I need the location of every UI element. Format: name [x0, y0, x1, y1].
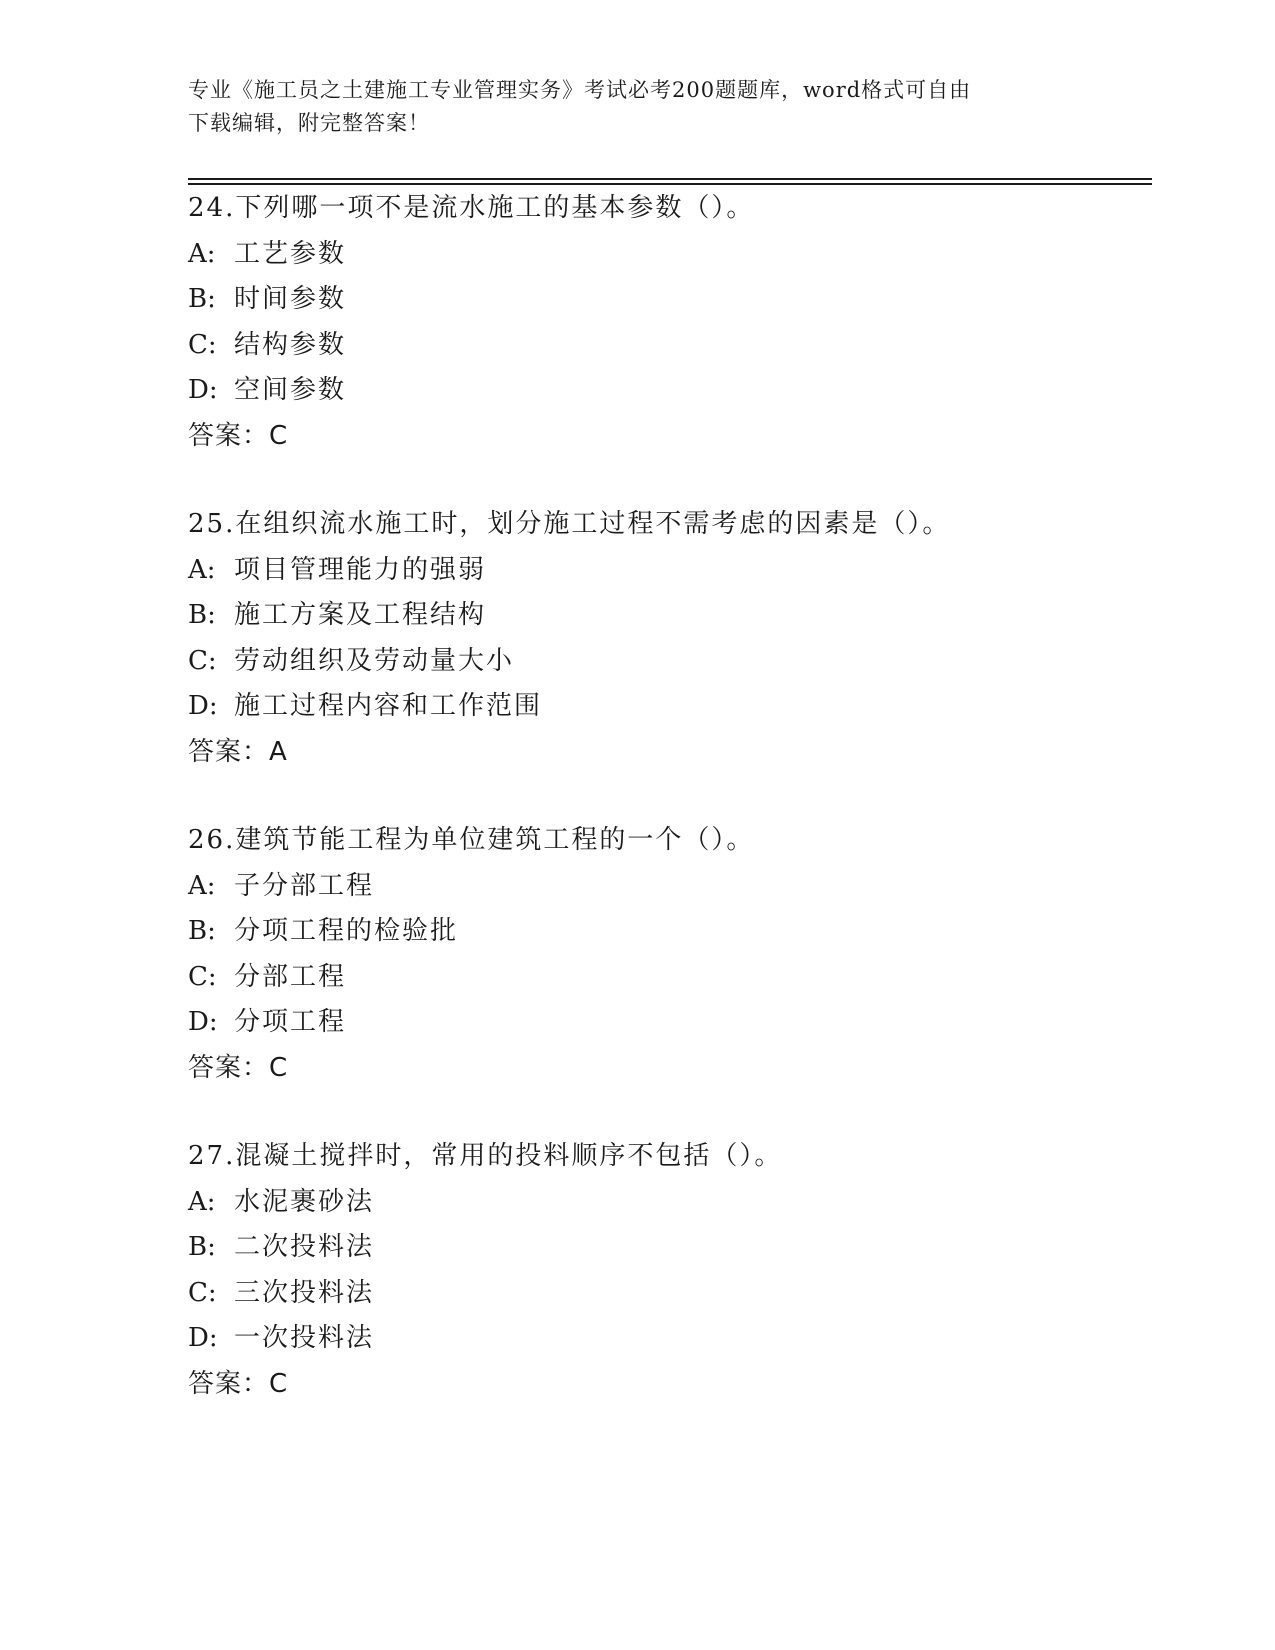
option-letter: C:: [188, 961, 217, 992]
answer-line: 答案：C: [188, 420, 289, 451]
question-block-26: [188, 818, 1148, 1091]
option-letter: D:: [188, 375, 218, 405]
question-block-24: [188, 186, 1148, 459]
header-divider-bottom: [188, 183, 1152, 185]
option-d: [188, 1000, 1148, 1046]
option-a: [188, 232, 1148, 278]
option-c: [188, 1271, 1148, 1317]
option-text: 劳动组织及劳动量大小: [234, 645, 515, 676]
option-c: [188, 323, 1148, 369]
option-text: 施工过程内容和工作范围: [234, 691, 543, 721]
option-b: [188, 277, 1148, 323]
option-letter: B:: [188, 916, 216, 946]
option-letter: C:: [188, 1277, 217, 1308]
document-header: [188, 74, 1068, 140]
option-text: 项目管理能力的强弱: [234, 554, 487, 585]
option-letter: A:: [188, 238, 216, 269]
header-line-1: 专业《施工员之土建施工专业管理实务》考试必考200题题库，word格式可自由: [188, 78, 972, 102]
option-letter: D:: [188, 691, 218, 721]
option-d: [188, 1316, 1148, 1362]
answer-line: 答案：C: [188, 1368, 289, 1399]
option-letter: B:: [188, 1232, 216, 1262]
option-text: 水泥裹砂法: [234, 1186, 375, 1217]
option-text: 空间参数: [234, 375, 347, 405]
option-letter: A:: [188, 870, 216, 901]
option-a: [188, 548, 1148, 594]
option-letter: B:: [188, 284, 216, 314]
option-letter: A:: [188, 554, 216, 585]
header-divider-top: [188, 178, 1152, 180]
option-text: 工艺参数: [234, 238, 347, 269]
option-a: [188, 864, 1148, 910]
option-b: [188, 1225, 1148, 1271]
option-c: [188, 955, 1148, 1001]
answer-line: 答案：C: [188, 1052, 289, 1083]
question-block-25: [188, 502, 1148, 775]
option-d: [188, 368, 1148, 414]
option-b: [188, 909, 1148, 955]
option-letter: D:: [188, 1007, 218, 1037]
option-letter: A:: [188, 1186, 216, 1217]
option-letter: D:: [188, 1323, 218, 1353]
option-text: 分项工程的检验批: [234, 916, 459, 946]
option-text: 子分部工程: [234, 870, 375, 901]
option-text: 三次投料法: [234, 1277, 375, 1308]
question-stem: 25.在组织流水施工时，划分施工过程不需考虑的因素是（）。: [188, 509, 951, 539]
option-text: 施工方案及工程结构: [234, 600, 487, 630]
option-text: 一次投料法: [234, 1323, 375, 1353]
question-stem: 26.建筑节能工程为单位建筑工程的一个（）。: [188, 825, 755, 855]
question-block-27: [188, 1134, 1148, 1407]
option-b: [188, 593, 1148, 639]
option-c: [188, 639, 1148, 685]
option-d: [188, 684, 1148, 730]
question-stem: 27.混凝土搅拌时，常用的投料顺序不包括（）。: [188, 1141, 783, 1171]
option-letter: C:: [188, 645, 217, 676]
question-stem: 24.下列哪一项不是流水施工的基本参数（）。: [188, 193, 755, 223]
option-text: 二次投料法: [234, 1232, 375, 1262]
option-text: 分部工程: [234, 961, 347, 992]
option-letter: C:: [188, 329, 217, 360]
option-text: 分项工程: [234, 1007, 347, 1037]
option-letter: B:: [188, 600, 216, 630]
answer-line: 答案：A: [188, 736, 288, 767]
header-line-2: 下载编辑，附完整答案！: [188, 111, 430, 135]
option-a: [188, 1180, 1148, 1226]
option-text: 时间参数: [234, 284, 347, 314]
option-text: 结构参数: [234, 329, 347, 360]
